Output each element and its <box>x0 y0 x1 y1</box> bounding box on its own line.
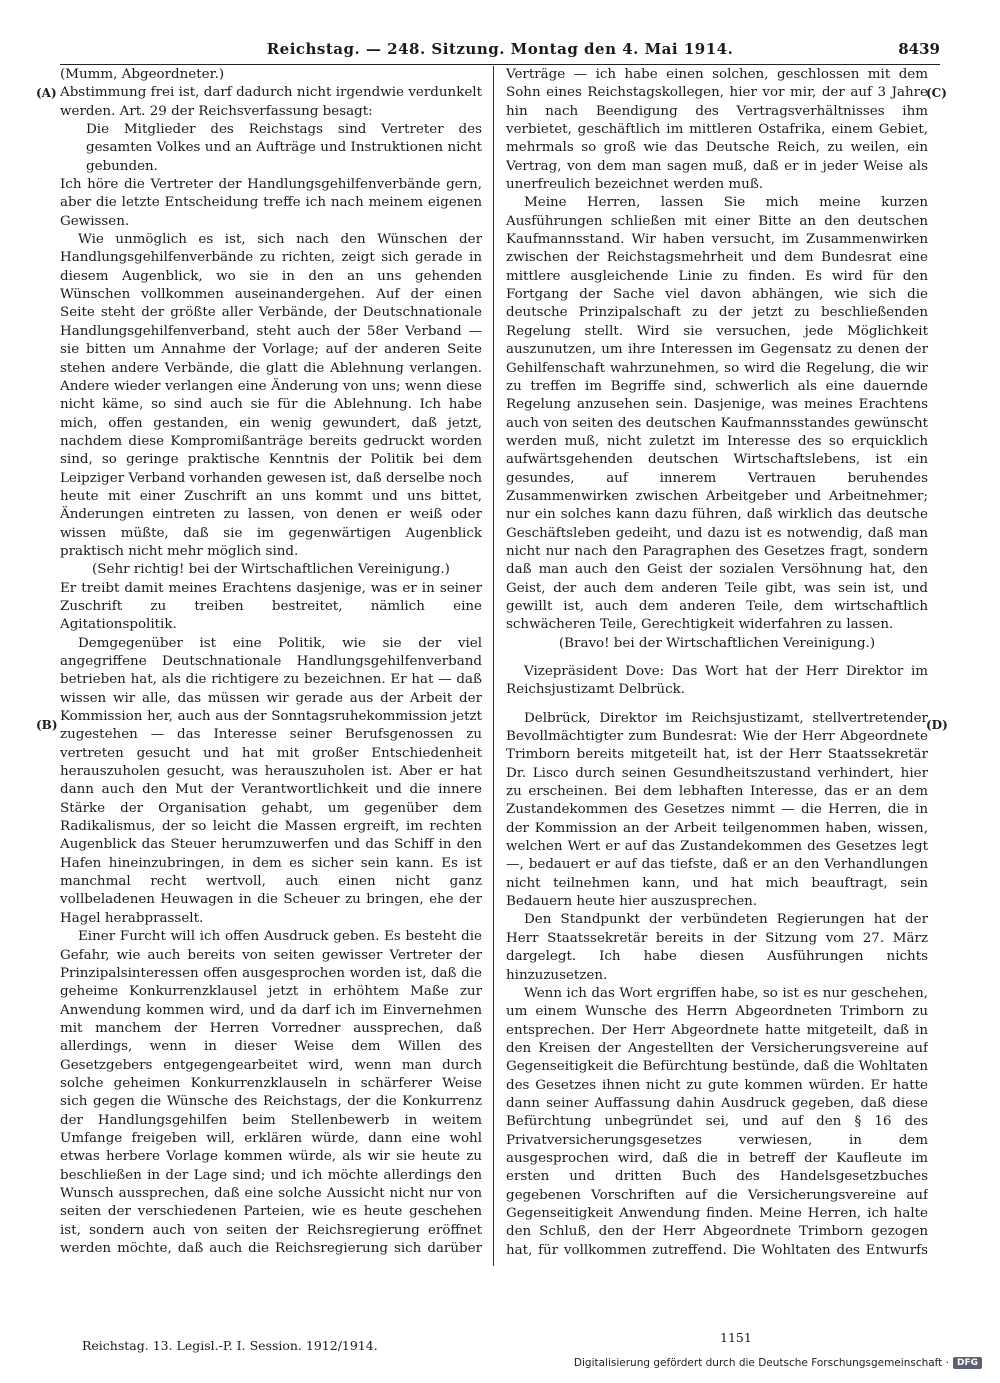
dfg-logo-icon: DFG <box>953 1357 982 1369</box>
right-column <box>506 66 928 1256</box>
left-column <box>60 66 482 1256</box>
left-paragraph: Demgegenüber ist eine Politik, wie sie der viel angegriffene Deutschnationale Handlungsgehilfenverband betrieben hat, als die richtigere zu bezeichnen. Er hat — daß wissen wir alle, das müssen wir gerade aus der Arbeit der Kommission her, auch aus der Sonntagsruhekommission jetzt zugestehen — das Interesse seiner Berufsgenossen zu vertreten gesucht und hat mit großer Entschiedenheit herauszuholen gesucht, was herauszuholen ist. Aber er hat dann auch den Mut der Verantwortlichkeit und die innere Stärke der Organisation gehabt, um gegenüber dem Radikalismus, der so leicht die Massen ergreift, im rechten Augenblick das Steuer herumzuwerfen und das Schiff in den Hafen hineinzubringen, in dem es sicher sein kann. Es ist manchmal recht wertvoll, auch einen nicht ganz vollbeladenen Heuwagen in die Scheuer zu bringen, ehe der Hagel herabprasselt. <box>60 635 482 926</box>
left-paragraph: Abstimmung frei ist, darf dadurch nicht irgendwie verdunkelt werden. Art. 29 der Reichsverfassung besagt: <box>60 85 482 119</box>
dfg-text: Digitalisierung gefördert durch die Deutsche Forschungsgemeinschaft · <box>573 1357 949 1369</box>
left-paragraph: Einer Furcht will ich offen Ausdruck geben. Es besteht die Gefahr, wie auch bereits von seiten gewisser Vertreter der Prinzipalsinteressen offen ausgesprochen worden ist, daß die geheime Konkurrenzklausel jetzt in erhöhtem Maße zur Anwendung kommen wird, und da darf ich im Einvernehmen mit manchem der Herren Vorredner aussprechen, daß allerdings, wenn in dieser Weise dem Willen des Gesetzgebers entgegengearbeitet wird, wenn man durch solche geheimen Konkurrenzklauseln in schärferer Weise sich gegen die Wünsche des Reichstags, der die Konkurrenz der Handlungsgehilfen beim Stellenbewerb in weitem Umfange freigeben will, erklären würde, dann eine wohl etwas herbere Vorlage kommen würde, als wir sie heute zu beschließen in der Lage sind; und ich möchte allerdings den Wunsch aussprechen, daß eine solche Aussicht nicht nur von seiten der verschiedenen Parteien, wie es heute geschehen ist, sondern auch von seiten der Reichsregierung eröffnet werden möchte, daß auch die Reichsregierung sich darüber <box>60 929 482 1256</box>
left-paragraph: Wie unmöglich es ist, sich nach den Wünschen der Handlungsgehilfenverbände zu richten, zeigt sich gerade in diesem Augenblick, wo sie in den an uns gehenden Wünschen vollkommen auseinandergehen. Auf der einen Seite steht der größte aller Verbände, der Deutschnationale Handlungsgehilfenverband, steht auch der 58er Verband — sie bitten um Annahme der Vorlage; auf der anderen Seite stehen andere Verbände, die glatt die Ablehnung verlangen. Andere wieder verlangen eine Änderung von uns; wenn diese nicht käme, so sind auch sie für die Ablehnung. Ich habe mich, offen gestanden, ein wenig gewundert, daß jetzt, nachdem diese Kompromißanträge bereits gedruckt worden sind, so geringe praktische Kenntnis der Politik bei dem Leipziger Verband vorhanden gewesen ist, daß derselbe noch heute mit einer Zuschrift an uns kommt und uns bittet, Änderungen eintreten zu lassen, von denen er weiß oder wissen müßte, daß sie im gegenwärtigen Augenblick praktisch nicht mehr möglich sind. <box>60 232 482 559</box>
column-divider <box>493 66 494 1266</box>
right-paragraph: Verträge — ich habe einen solchen, geschlossen mit dem Sohn eines Reichstagskollegen, hier vor mir, der auf 3 Jahre hin nach Beendigung des Vertragsverhältnisses ihm verbietet, geschäftlich im mittleren Ostafrika, einem Gebiet, mehrmals so groß wie das Deutsche Reich, zu weilen, ein Vertrag, von dem man sagen muß, daß er in jeder Weise als unerfreulich bezeichnet werden muß. <box>506 67 928 193</box>
right-paragraph: Delbrück, Direktor im Reichsjustizamt, stellvertretender Bevollmächtigter zum Bundesrat: Wie der Herr Abgeordnete Trimborn bereits mitgeteilt hat, ist der Herr Staatssekretär Dr. Lisco durch seinen Gesundheitszustand verhindert, hier zu erscheinen. Bei dem lebhaften Interesse, das er an dem Zustandekommen des Gesetzes nimmt — die Herren, die in der Kommission an der Arbeit teilgenommen haben, wissen, welchen Wert er auf das Zustandekommen des Gesetzes legt —, bedauert er auf das tiefste, daß er an den Verhandlungen nicht teilnehmen kann, und hat mich beauftragt, sein Bedauern heute hier auszusprechen. <box>506 710 928 910</box>
footer-session: Reichstag. 13. Legisl.-P. I. Session. 1912/1914. <box>82 1338 378 1353</box>
right-paragraph: Den Standpunkt der verbündeten Regierungen hat der Herr Staatssekretär bereits in der Sitzung vom 27. März dargelegt. Ich habe diesen Ausführungen nichts hinzuzusetzen. <box>506 912 928 983</box>
header-page-number: 8439 <box>898 40 940 58</box>
page <box>36 28 948 1368</box>
margin-mark-c: (C) <box>926 86 947 100</box>
left-paragraph: (Mumm, Abgeordneter.) <box>60 67 225 82</box>
right-paragraph: (Bravo! bei der Wirtschaftlichen Vereinigung.) <box>558 635 876 651</box>
margin-mark-d: (D) <box>926 718 948 732</box>
right-paragraph: Vizepräsident Dove: Das Wort hat der Herr Direktor im Reichsjustizamt Delbrück. <box>506 664 928 698</box>
header-title: Reichstag. — 248. Sitzung. Montag den 4. Mai 1914. <box>266 40 734 58</box>
page-header <box>60 36 940 65</box>
left-paragraph: (Sehr richtig! bei der Wirtschaftlichen Vereinigung.) <box>92 562 450 578</box>
margin-mark-b: (B) <box>36 718 58 732</box>
right-paragraph: Wenn ich das Wort ergriffen habe, so ist es nur geschehen, um einem Wunsche des Herrn Abgeordneten Trimborn zu entsprechen. Der Herr Abgeordnete hatte mitgeteilt, daß in den Kreisen der Angestellten der Versicherungsvereine auf Gegenseitigkeit die Befürchtung bestünde, daß die Wohltaten des Gesetzes ihnen nicht zu gute kommen würden. Er hatte dann seiner Auffassung dahin Ausdruck gegeben, daß diese Befürchtung unbegründet sei, und auf den § 16 des Privatversicherungsgesetzes verwiesen, in dem ausgesprochen wird, daß die in betreff der Kaufleute im ersten und dritten Buch des Handelsgesetzbuches gegebenen Vorschriften auf die Versicherungsvereine auf Gegenseitigkeit Anwendung finden. Meine Herren, ich halte den Schluß, den der Herr Abgeordnete Trimborn gezogen hat, für vollkommen zutreffend. Die Wohltaten des Entwurfs <box>506 985 928 1256</box>
left-paragraph: Er treibt damit meines Erachtens dasjenige, was er in seiner Zuschrift zu treiben bestreitet, nämlich eine Agitationspolitik. <box>60 580 482 633</box>
right-paragraph: Meine Herren, lassen Sie mich meine kurzen Ausführungen schließen mit einer Bitte an den deutschen Kaufmannsstand. Wir haben versucht, im Zusammenwirken zwischen der Reichstagsmehrheit und dem Bundesrat eine mittlere ausgleichende Linie zu finden. Es wird für den Fortgang der Sache viel davon abhängen, wie sich die deutsche Prinzipalschaft zu der jetzt zu beschließenden Regelung stellt. Wird sie versuchen, jede Möglichkeit auszunutzen, um ihre Interessen im Gegensatz zu denen der Gehilfenschaft wahrzunehmen, so wird die Regelung, die wir zu treffen im Begriffe sind, schwerlich als eine dauernde Regelung anzusehen sein. Dasjenige, was meines Erachtens auch von seiten des deutschen Kaufmannsstandes gewünscht werden muß, nicht zuletzt im Interesse des so erquicklich aufwärtsgehenden deutschen Wirtschaftslebens, ist ein gesundes, auf innerem Vertrauen beruhendes Zusammenwirken zwischen Arbeitgeber und Arbeitnehmer; nur ein solches kann dazu führen, daß wirklich das deutsche Geschäftsleben gedeiht, und dazu ist es notwendig, daß man nicht nur nach den Paragraphen des Gesetzes fragt, sondern daß man auch den Geist der sozialen Versöhnung hat, den Geist, der auch dem anderen Teile gibt, was sein ist, und gewillt ist, auch dem anderen Teile, dem wirtschaftlich schwächeren Teile, Gerechtigkeit widerfahren zu lassen. <box>506 195 928 633</box>
margin-mark-a: (A) <box>36 86 57 100</box>
footer-sheet-number: 1151 <box>720 1330 752 1345</box>
dfg-credit <box>574 1357 982 1369</box>
left-paragraph: Ich höre die Vertreter der Handlungsgehilfenverbände gern, aber die letzte Entscheidung treffe ich nach meinem eigenen Gewissen. <box>60 177 482 229</box>
left-paragraph: Die Mitglieder des Reichstags sind Vertreter des gesamten Volkes und an Aufträge und Instruktionen nicht gebunden. <box>86 122 482 174</box>
